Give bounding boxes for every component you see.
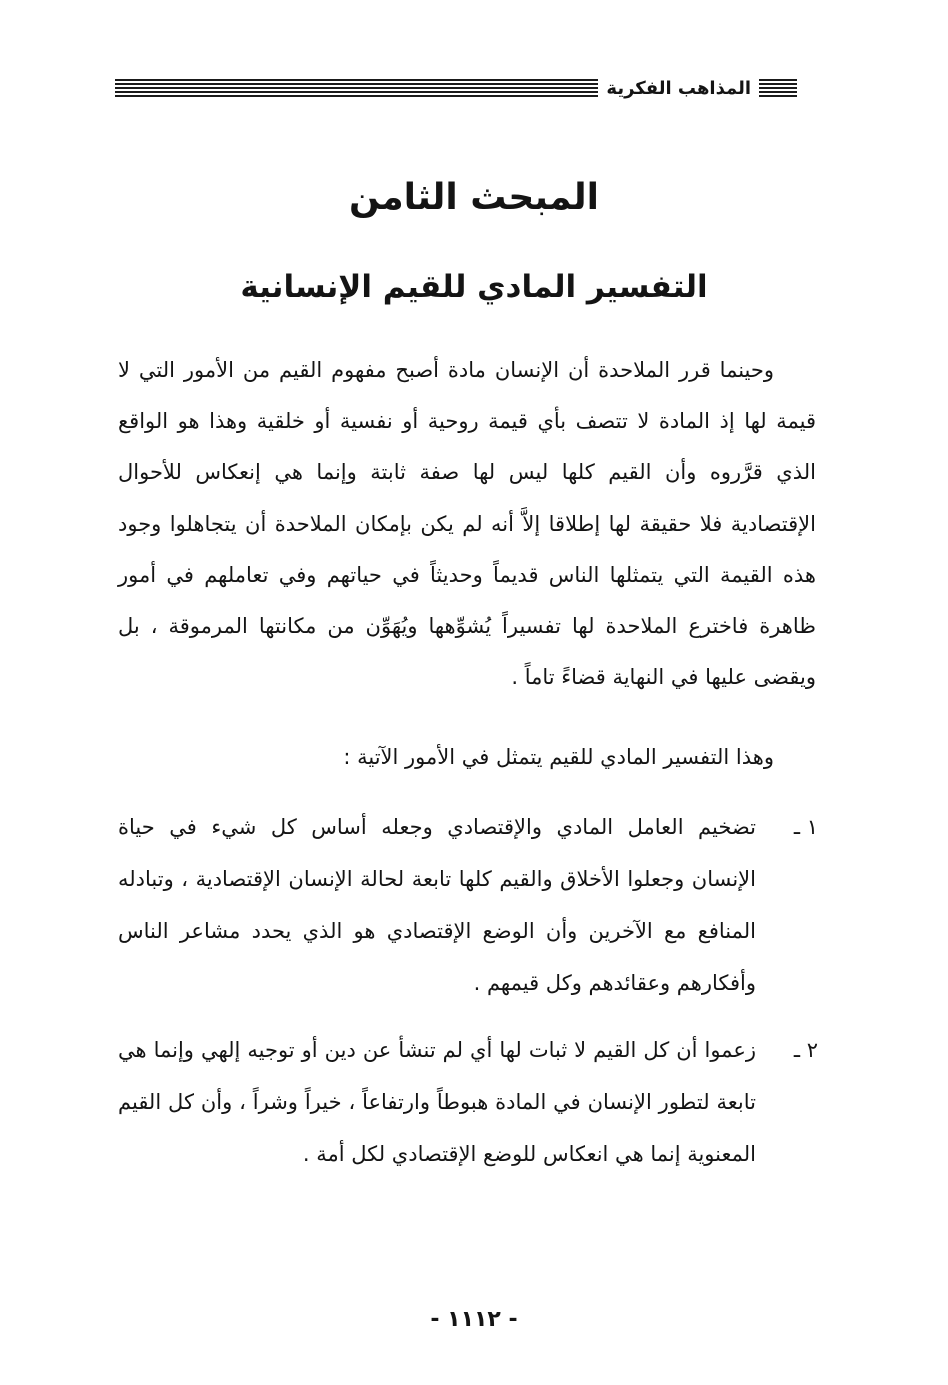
list-item-text: زعموا أن كل القيم لا ثبات لها أي لم تنشأ عن دين أو توجيه إلهي وإنما هي تابعة لتطور الإنسان في المادة هبوطاً وارتفاعاً ، خيراً وشراً ، وأن كل القيم المعنوية إنما هي انعكاس للوضع الإقتصادي لكل أمة . — [118, 1038, 756, 1166]
list-item-text: تضخيم العامل المادي والإقتصادي وجعله أساس كل شيء في حياة الإنسان وجعلوا الأخلاق والقيم كلها تابعة لحالة الإنسان الإقتصادية ، وتبادله المنافع مع الآخرين وأن الوضع الإقتصادي هو الذي يحدد مشاعر الناس وأفكارهم وعقائدهم وكل قيمهم . — [118, 815, 756, 995]
running-header — [115, 74, 797, 104]
header-ornament-rule-right — [759, 79, 797, 99]
list-item — [118, 801, 818, 1009]
page-number: - ١١١٢ - — [430, 1307, 518, 1332]
section-title: المبحث الثامن — [348, 177, 600, 218]
list-intro: وهذا التفسير المادي للقيم يتمثل في الأمور الآتية : — [343, 745, 774, 769]
list-item — [118, 1024, 818, 1180]
list-item-number: ٢ ـ — [793, 1038, 818, 1062]
section-subtitle: التفسير المادي للقيم الإنسانية — [240, 269, 708, 305]
header-ornament-rule-left — [115, 79, 598, 99]
list-item-number: ١ ـ — [793, 815, 818, 839]
running-header-title: المذاهب الفكرية — [606, 78, 751, 99]
body-paragraph: وحينما قرر الملاحدة أن الإنسان مادة أصبح مفهوم القيم من الأمور التي لا قيمة لها إذ المادة لا تتصف بأي قيمة روحية أو نفسية أو خلقية وهذا هو الواقع الذي قرَّروه وأن القيم كلها ليس لها صفة ثابتة وإنما هي إنعكاس للأحوال الإقتصادية فلا حقيقة لها إطلاقا إلاَّ أنه لم يكن بإمكان الملاحدة أن يتجاهلوا وجود هذه القيمة التي يتمثلها الناس قديماً وحديثاً في حياتهم وفي تعاملهم في أمور ظاهرة فاخترع الملاحدة لها تفسيراً يُشوِّهها ويُهَوِّن من مكانتها المرموقة ، بل ويقضى عليها في النهاية قضاءً تاماً . — [118, 358, 816, 690]
